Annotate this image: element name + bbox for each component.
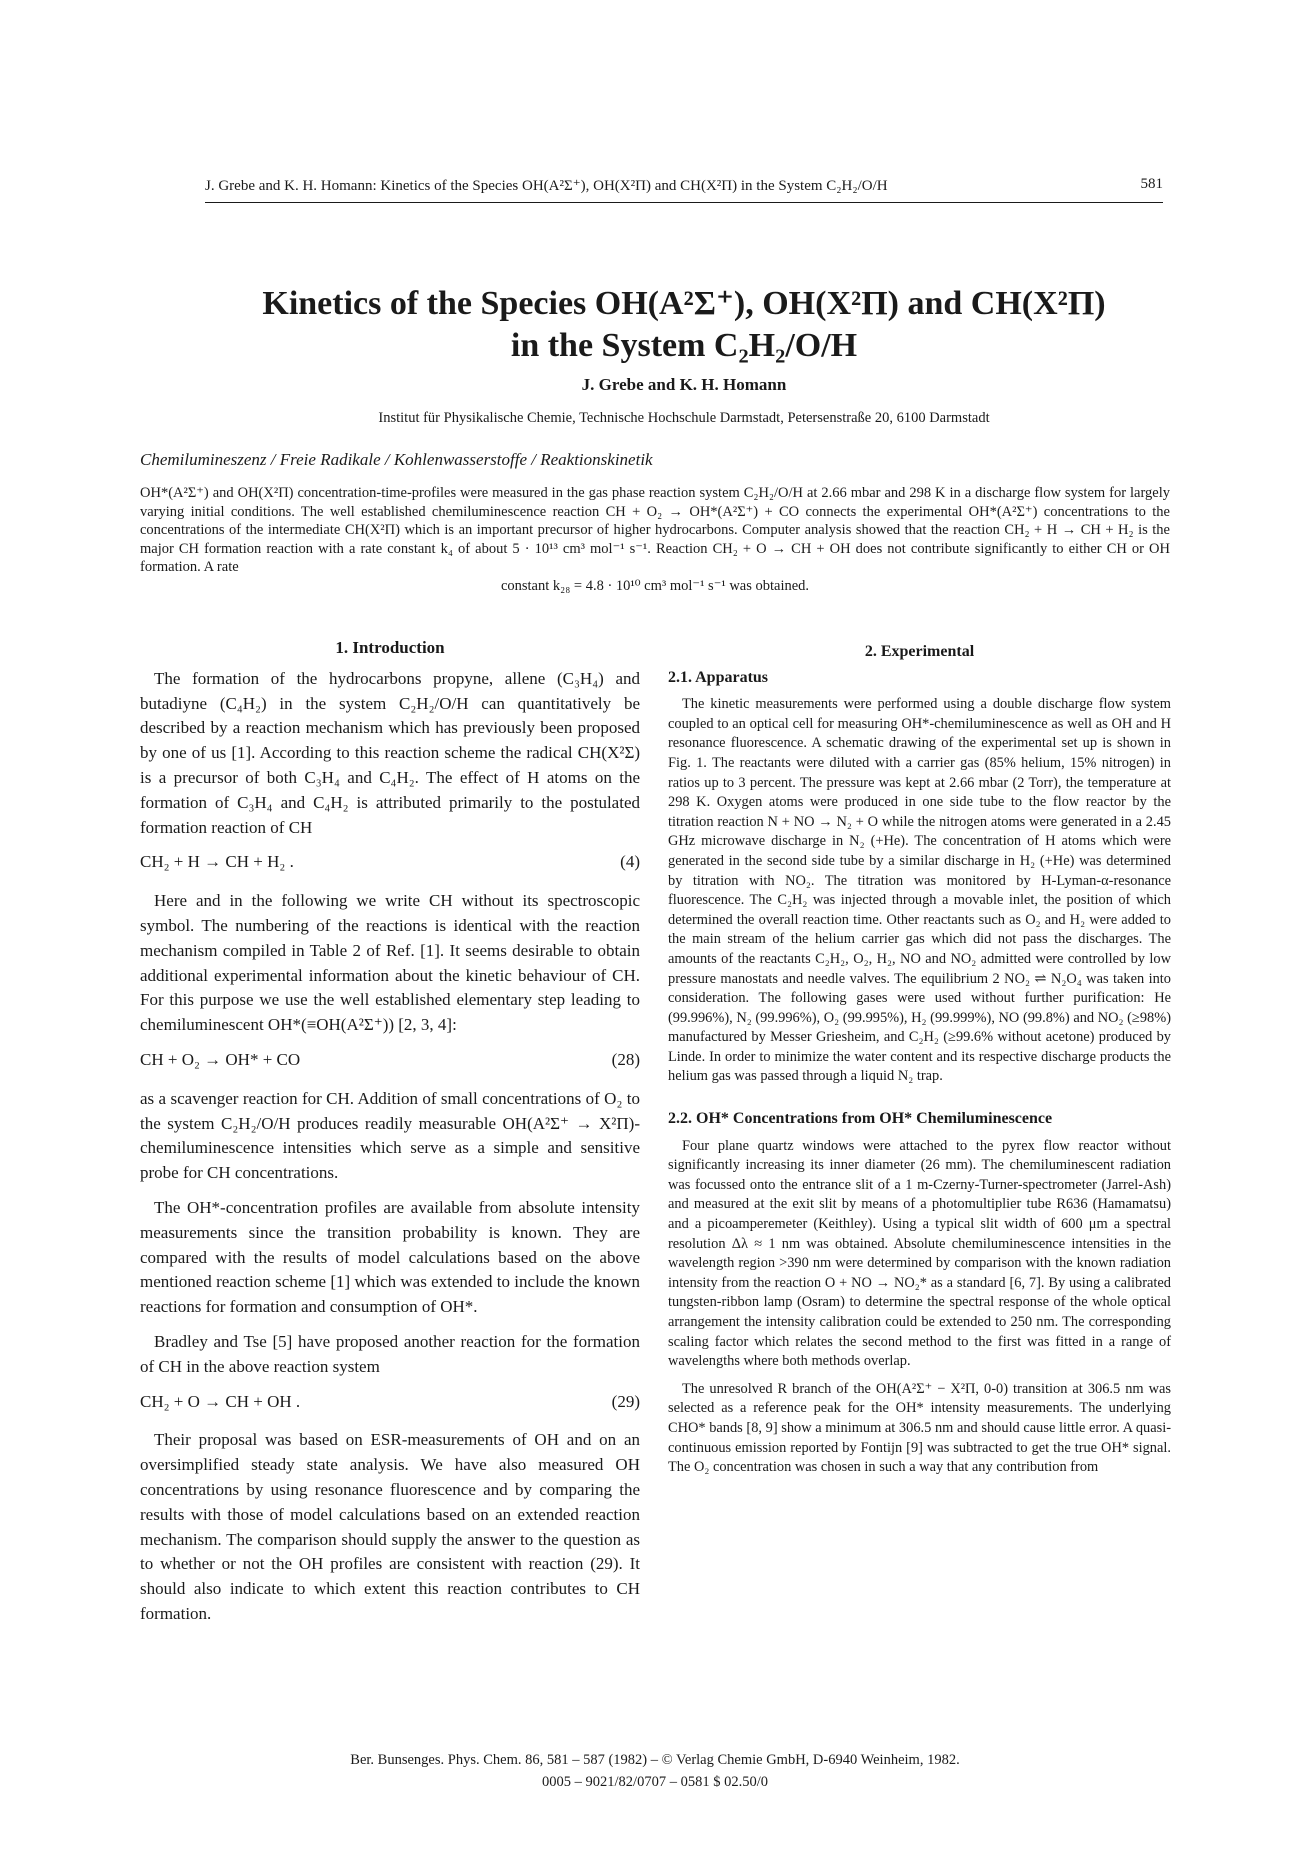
running-title: J. Grebe and K. H. Homann: Kinetics of the Species OH(A²Σ⁺), OH(X²Π) and CH(X²Π) in the System C₂H₂/O/H	[205, 178, 888, 194]
introduction-heading: 1. Introduction	[335, 638, 445, 657]
abstract-main: OH*(A²Σ⁺) and OH(X²Π) concentration-time-profiles were measured in the gas phase reaction system C₂H₂/O/H at 2.66 mbar and 298 K in a discharge flow system for largely varying initial conditions. The well established chemiluminescence reaction CH + O₂ → OH*(A²Σ⁺) + CO connects the experimental OH*(A²Σ⁺) concentrations to the concentrations of the intermediate CH(X²Π) which is an important precursor of higher hydrocarbons. Computer analysis showed that the reaction CH₂ + H → CH + H₂ is the major CH formation reaction with a rate constant k₄ of about 5 · 10¹³ cm³ mol⁻¹ s⁻¹. Reaction CH₂ + O → CH + OH does not contribute significantly to either CH or OH formation. A rate	[140, 485, 1170, 576]
equation-28-text: CH + O₂ → OH* + CO	[140, 1049, 301, 1069]
title-line-2: in the System C₂H₂/O/H	[510, 327, 858, 364]
equation-4-text: CH₂ + H → CH + H₂ .	[140, 852, 294, 872]
concentrations-paragraph-2: The unresolved R branch of the OH(A²Σ⁺ − X²Π, 0-0) transition at 306.5 nm was selected as a reference peak for the OH* intensity measurements. The underlying CHO* bands [8, 9] show a minimum at 306.5 nm and should cause little error. A quasi-continuous emission reported by Fontijn [9] was subtracted to get the true OH* signal. The O₂ concentration was chosen in such a way that any contribution from	[668, 1380, 1171, 1476]
right-column	[668, 642, 1171, 1486]
page-number: 581	[1140, 176, 1163, 192]
equation-29-text: CH₂ + O → CH + OH .	[140, 1391, 301, 1411]
equation-29-number: (29)	[611, 1391, 640, 1411]
abstract	[140, 484, 1170, 596]
equation-4-number: (4)	[620, 852, 640, 872]
equation-28	[140, 1048, 640, 1073]
intro-paragraph-2: Here and in the following we write CH without its spectroscopic symbol. The numbering of the reactions is identical with the reaction mechanism compiled in Table 2 of Ref. [1]. It seems desirable to obtain additional experimental information about the kinetic behaviour of CH. For this purpose we use the well established elementary step leading to chemiluminescent OH*(≡OH(A²Σ⁺)) [2, 3, 4]:	[140, 891, 640, 1035]
title-line-1: Kinetics of the Species OH(A²Σ⁺), OH(X²Π) and CH(X²Π)	[262, 285, 1106, 322]
intro-paragraph-3: as a scavenger reaction for CH. Addition of small concentrations of O₂ to the system C₂H₂/O/H produces readily measurable OH(A²Σ⁺ → X²Π)-chemiluminescence intensities which serve as a simple and sensitive probe for CH concentrations.	[140, 1088, 640, 1183]
intro-paragraph-4: The OH*-concentration profiles are available from absolute intensity measurements since the transition probability is known. They are compared with the results of model calculations based on the above mentioned reaction scheme [1] which was extended to include the known reactions for formation and consumption of OH*.	[140, 1197, 640, 1317]
authors: J. Grebe and K. H. Homann	[581, 375, 787, 394]
equation-28-number: (28)	[611, 1049, 640, 1069]
header-rule	[205, 202, 1163, 203]
affiliation: Institut für Physikalische Chemie, Technische Hochschule Darmstadt, Petersenstraße 20, 6100 Darmstadt	[378, 410, 990, 426]
footer-issn: 0005 – 9021/82/0707 – 0581 $ 02.50/0	[542, 1774, 768, 1790]
equation-4	[140, 850, 640, 875]
running-header	[205, 176, 1163, 195]
footer-citation: Ber. Bunsenges. Phys. Chem. 86, 581 – 587 (1982) – © Verlag Chemie GmbH, D-6940 Weinheim, 1982.	[350, 1752, 960, 1768]
intro-paragraph-6: Their proposal was based on ESR-measurements of OH and on an oversimplified steady state analysis. We have also measured OH concentrations by using resonance fluorescence and by comparing the results with those of model calculations based on an extended reaction mechanism. The comparison should supply the answer to the question as to whether or not the OH profiles are consistent with reaction (29). It should also indicate to which extent this reaction contributes to CH formation.	[140, 1430, 640, 1623]
concentrations-heading: 2.2. OH* Concentrations from OH* Chemiluminescence	[668, 1110, 1053, 1128]
abstract-last-line: constant k₂₈ = 4.8 · 10¹⁰ cm³ mol⁻¹ s⁻¹ was obtained.	[500, 577, 810, 594]
keywords: Chemilumineszenz / Freie Radikale / Kohlenwasserstoffe / Reaktionskinetik	[140, 450, 653, 469]
intro-paragraph-1: The formation of the hydrocarbons propyne, allene (C₃H₄) and butadiyne (C₄H₂) in the system C₂H₂/O/H can quantitatively be described by a reaction mechanism which has previously been proposed by one of us [1]. According to this reaction scheme the radical CH(X²Σ) is a precursor of both C₃H₄ and C₄H₂. The effect of H atoms on the formation of C₃H₄ and C₄H₂ is attributed primarily to the postulated formation reaction of CH	[140, 668, 640, 837]
intro-paragraph-5: Bradley and Tse [5] have proposed another reaction for the formation of CH in the above reaction system	[140, 1331, 640, 1376]
experimental-heading: 2. Experimental	[864, 643, 975, 660]
left-column	[140, 636, 640, 1637]
apparatus-paragraph: The kinetic measurements were performed using a double discharge flow system coupled to an optical cell for measuring OH*-chemiluminescence as well as OH and H resonance fluorescence. A schematic drawing of the experimental set up is shown in Fig. 1. The reactants were diluted with a carrier gas (85% helium, 15% nitrogen) in ratios up to 3 percent. The pressure was kept at 2.66 mbar (2 Torr), the temperature at 298 K. Oxygen atoms were produced in one side tube to the flow reactor by the titration reaction N + NO → N₂ + O while the nitrogen atoms were generated in a 2.45 GHz microwave discharge in N₂ (+He). The concentration of H atoms which were generated in the second side tube by a similar discharge in H₂ (+He) was determined by titration with NO₂. The titration was monitored by H-Lyman-α-resonance fluorescence. The C₂H₂ was injected through a movable inlet, the position of which determined the overall reaction time. Other reactants such as O₂ and H₂ were added to the main stream of the helium carrier gas which did not pass the discharges. The amounts of the reactants C₂H₂, O₂, H₂, NO and NO₂ admitted were controlled by low pressure manostats and needle valves. The equilibrium 2 NO₂ ⇌ N₂O₄ was taken into consideration. The following gases were used without further purification: He (99.996%), N₂ (99.996%), O₂ (99.995%), H₂ (99.999%), NO (99.8%) and NO₂ (≥98%) manufactured by Messer Griesheim, and C₂H₂ (≥99.6% without acetone) produced by Linde. In order to minimize the water content and its respective discharge products the helium gas was passed through a liquid N₂ trap.	[668, 696, 1171, 1085]
equation-29	[140, 1390, 640, 1415]
apparatus-heading: 2.1. Apparatus	[668, 668, 769, 686]
concentrations-paragraph-1: Four plane quartz windows were attached to the pyrex flow reactor without significantly increasing its inner diameter (26 mm). The chemiluminescent radiation was focussed onto the entrance slit of a 1 m-Czerny-Turner-spectrometer (Jarrel-Ash) and measured at the exit slit by means of a photomultiplier tube R636 (Hamamatsu) and a picoamperemeter (Keithley). Using a typical slit width of 600 μm a spectral resolution Δλ ≈ 1 nm was obtained. Absolute chemiluminescence intensities in the wavelength region >390 nm were determined by comparison with the known radiation intensity from the reaction O + NO → NO₂* as a standard [6, 7]. By using a calibrated tungsten-ribbon lamp (Osram) to determine the spectral response of the whole optical arrangement the intensity calibration could be extended to 250 nm. The corresponding scaling factor which relates the second method to the first was fitted in a range of wavelengths where both methods overlap.	[668, 1137, 1171, 1370]
article-title	[205, 283, 1163, 367]
